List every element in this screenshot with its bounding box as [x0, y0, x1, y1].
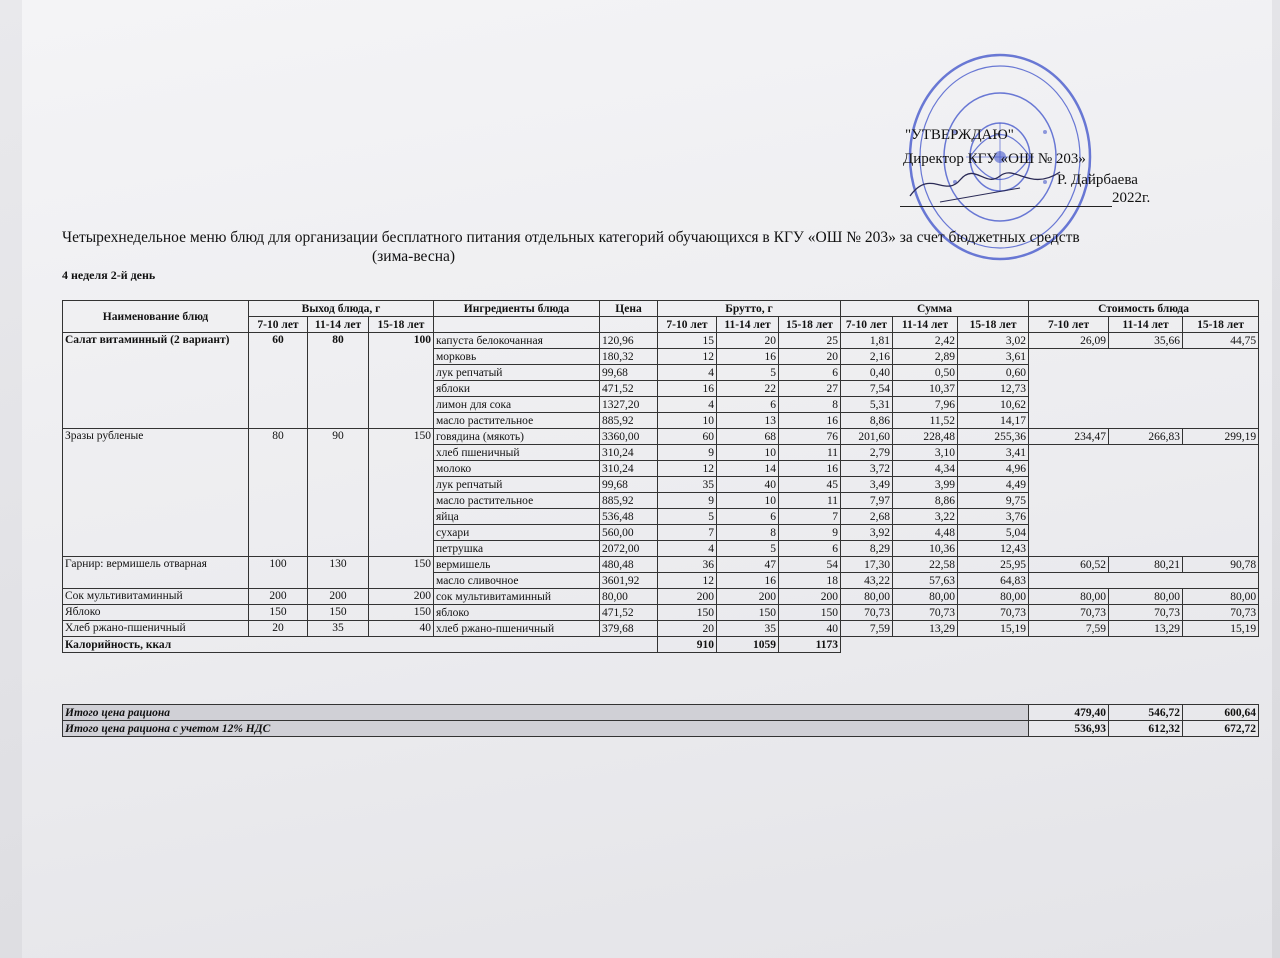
ingredient-gross: 200 [717, 589, 779, 605]
ingredient-gross: 12 [658, 349, 717, 365]
ingredient-gross: 150 [779, 605, 841, 621]
table-row [63, 589, 1259, 605]
ingredient-gross: 4 [658, 541, 717, 557]
ingredient-sum: 3,76 [958, 509, 1029, 525]
ingredient-gross: 200 [779, 589, 841, 605]
ingredient-sum: 2,68 [841, 509, 893, 525]
totals-row [63, 721, 1259, 737]
dish-cost: 80,00 [1029, 589, 1109, 605]
header-cost-age: 7-10 лет [1029, 317, 1109, 333]
dish-name: Зразы рубленые [63, 429, 249, 557]
dish-cost: 80,00 [1109, 589, 1183, 605]
ingredient-name: петрушка [434, 541, 600, 557]
ingredient-sum: 70,73 [893, 605, 958, 621]
dish-yield: 150 [369, 429, 434, 557]
header-cost-age: 15-18 лет [1183, 317, 1259, 333]
handwritten-signature [900, 158, 1080, 208]
ingredient-sum: 5,04 [958, 525, 1029, 541]
ingredient-price: 3601,92 [600, 573, 658, 589]
table-row [63, 333, 1259, 349]
ingredient-name: лук репчатый [434, 365, 600, 381]
ingredient-price: 1327,20 [600, 397, 658, 413]
dish-name: Хлеб ржано-пшеничный [63, 621, 249, 637]
dish-yield: 100 [249, 557, 308, 589]
ingredient-gross: 150 [717, 605, 779, 621]
ingredient-gross: 4 [658, 397, 717, 413]
ingredient-name: капуста белокочанная [434, 333, 600, 349]
dish-name: Салат витаминный (2 вариант) [63, 333, 249, 429]
totals-value: 672,72 [1183, 721, 1259, 737]
dish-cost: 60,52 [1029, 557, 1109, 573]
ingredient-price: 379,68 [600, 621, 658, 637]
header-sum: Сумма [841, 301, 1029, 317]
ingredient-sum: 7,97 [841, 493, 893, 509]
header-sum-age: 11-14 лет [893, 317, 958, 333]
ingredient-gross: 60 [658, 429, 717, 445]
ingredient-sum: 1,81 [841, 333, 893, 349]
dish-name: Гарнир: вермишель отварная [63, 557, 249, 589]
ingredient-gross: 6 [779, 541, 841, 557]
ingredient-gross: 7 [779, 509, 841, 525]
ingredient-name: масло растительное [434, 413, 600, 429]
dish-name: Яблоко [63, 605, 249, 621]
ingredient-gross: 5 [717, 541, 779, 557]
ingredient-gross: 8 [717, 525, 779, 541]
ingredient-name: сок мультивитаминный [434, 589, 600, 605]
ingredient-price: 3360,00 [600, 429, 658, 445]
ingredient-sum: 57,63 [893, 573, 958, 589]
ingredient-sum: 10,62 [958, 397, 1029, 413]
ingredient-price: 480,48 [600, 557, 658, 573]
ingredient-gross: 16 [717, 573, 779, 589]
header-gross-age: 7-10 лет [658, 317, 717, 333]
totals-label: Итого цена рациона [63, 705, 1029, 721]
ingredient-name: говядина (мякоть) [434, 429, 600, 445]
ingredient-price: 885,92 [600, 493, 658, 509]
ingredient-sum: 0,60 [958, 365, 1029, 381]
header-yield-age: 11-14 лет [308, 317, 369, 333]
table-row [63, 621, 1259, 637]
ingredient-gross: 11 [779, 445, 841, 461]
ingredient-sum: 3,41 [958, 445, 1029, 461]
ingredient-gross: 76 [779, 429, 841, 445]
dish-yield: 200 [369, 589, 434, 605]
header-dish: Наименование блюд [63, 301, 249, 333]
ingredient-gross: 16 [658, 381, 717, 397]
dish-cost-empty [1029, 573, 1259, 589]
ingredient-gross: 68 [717, 429, 779, 445]
ingredient-gross: 40 [779, 621, 841, 637]
ingredient-gross: 4 [658, 365, 717, 381]
dish-yield: 200 [308, 589, 369, 605]
ingredient-gross: 20 [717, 333, 779, 349]
header-cost-age: 11-14 лет [1109, 317, 1183, 333]
ingredient-gross: 11 [779, 493, 841, 509]
ingredient-price: 2072,00 [600, 541, 658, 557]
totals-value: 612,32 [1109, 721, 1183, 737]
ingredient-gross: 22 [717, 381, 779, 397]
ingredient-gross: 12 [658, 573, 717, 589]
ingredient-sum: 43,22 [841, 573, 893, 589]
ingredient-sum: 70,73 [841, 605, 893, 621]
calories-row [63, 637, 1259, 653]
ingredient-sum: 4,48 [893, 525, 958, 541]
ingredient-sum: 25,95 [958, 557, 1029, 573]
totals-table [62, 704, 1259, 737]
dish-cost: 7,59 [1029, 621, 1109, 637]
ingredient-sum: 8,29 [841, 541, 893, 557]
ingredient-gross: 16 [717, 349, 779, 365]
ingredient-sum: 4,96 [958, 461, 1029, 477]
ingredient-sum: 3,02 [958, 333, 1029, 349]
menu-table-body [63, 333, 1259, 653]
ingredient-name: молоко [434, 461, 600, 477]
ingredient-price: 80,00 [600, 589, 658, 605]
ingredient-gross: 25 [779, 333, 841, 349]
ingredient-sum: 11,52 [893, 413, 958, 429]
dish-cost: 80,21 [1109, 557, 1183, 573]
ingredient-sum: 12,73 [958, 381, 1029, 397]
header-cost: Стоимость блюда [1029, 301, 1259, 317]
ingredient-name: вермишель [434, 557, 600, 573]
dish-yield: 150 [249, 605, 308, 621]
table-row [63, 605, 1259, 621]
ingredient-name: масло сливочное [434, 573, 600, 589]
ingredient-gross: 27 [779, 381, 841, 397]
ingredient-gross: 54 [779, 557, 841, 573]
header-sum-age: 15-18 лет [958, 317, 1029, 333]
dish-yield: 130 [308, 557, 369, 589]
header-sum-age: 7-10 лет [841, 317, 893, 333]
calories-value: 1173 [779, 637, 841, 653]
ingredient-sum: 2,16 [841, 349, 893, 365]
ingredient-sum: 10,36 [893, 541, 958, 557]
week-day-label: 4 неделя 2-й день [62, 268, 156, 282]
ingredient-gross: 16 [779, 461, 841, 477]
dish-yield: 150 [369, 605, 434, 621]
dish-yield: 20 [249, 621, 308, 637]
approval-line-1: "УТВЕРЖДАЮ" [905, 127, 1014, 143]
ingredient-gross: 5 [717, 365, 779, 381]
ingredient-sum: 2,42 [893, 333, 958, 349]
dish-cost: 70,73 [1029, 605, 1109, 621]
dish-cost: 80,00 [1183, 589, 1259, 605]
ingredient-gross: 10 [658, 413, 717, 429]
calories-empty [841, 637, 1259, 653]
ingredient-gross: 16 [779, 413, 841, 429]
ingredient-gross: 9 [658, 493, 717, 509]
document-subtitle: (зима-весна) [372, 248, 456, 265]
ingredient-sum: 3,22 [893, 509, 958, 525]
ingredient-gross: 6 [717, 397, 779, 413]
ingredient-name: морковь [434, 349, 600, 365]
ingredient-sum: 4,49 [958, 477, 1029, 493]
ingredient-gross: 20 [779, 349, 841, 365]
dish-yield: 150 [308, 605, 369, 621]
dish-cost: 35,66 [1109, 333, 1183, 349]
ingredient-gross: 13 [717, 413, 779, 429]
ingredient-sum: 14,17 [958, 413, 1029, 429]
header-empty [434, 317, 600, 333]
ingredient-gross: 35 [717, 621, 779, 637]
ingredient-gross: 9 [779, 525, 841, 541]
ingredient-gross: 40 [717, 477, 779, 493]
dish-cost: 13,29 [1109, 621, 1183, 637]
ingredient-price: 120,96 [600, 333, 658, 349]
dish-yield: 100 [369, 333, 434, 429]
dish-cost: 266,83 [1109, 429, 1183, 445]
header-price: Цена [600, 301, 658, 317]
ingredient-name: лимон для сока [434, 397, 600, 413]
ingredient-gross: 5 [658, 509, 717, 525]
ingredient-sum: 13,29 [893, 621, 958, 637]
ingredient-name: яйца [434, 509, 600, 525]
header-yield-age: 15-18 лет [369, 317, 434, 333]
ingredient-sum: 2,89 [893, 349, 958, 365]
ingredient-sum: 12,43 [958, 541, 1029, 557]
table-row [63, 557, 1259, 573]
dish-yield: 150 [369, 557, 434, 589]
ingredient-sum: 7,96 [893, 397, 958, 413]
header-yield-age: 7-10 лет [249, 317, 308, 333]
ingredient-sum: 8,86 [841, 413, 893, 429]
ingredient-sum: 3,72 [841, 461, 893, 477]
ingredient-price: 310,24 [600, 461, 658, 477]
ingredient-sum: 80,00 [893, 589, 958, 605]
ingredient-sum: 201,60 [841, 429, 893, 445]
ingredient-gross: 10 [717, 445, 779, 461]
header-gross-age: 15-18 лет [779, 317, 841, 333]
ingredient-sum: 3,49 [841, 477, 893, 493]
ingredient-name: хлеб ржано-пшеничный [434, 621, 600, 637]
ingredient-sum: 3,92 [841, 525, 893, 541]
ingredient-gross: 15 [658, 333, 717, 349]
totals-value: 479,40 [1029, 705, 1109, 721]
totals-value: 546,72 [1109, 705, 1183, 721]
ingredient-gross: 6 [717, 509, 779, 525]
approval-line-3: Р. Дайрбаева [1057, 172, 1138, 188]
ingredient-sum: 2,79 [841, 445, 893, 461]
ingredient-sum: 5,31 [841, 397, 893, 413]
ingredient-gross: 6 [779, 365, 841, 381]
dish-yield: 200 [249, 589, 308, 605]
ingredient-gross: 200 [658, 589, 717, 605]
ingredient-sum: 8,86 [893, 493, 958, 509]
totals-value: 600,64 [1183, 705, 1259, 721]
dish-yield: 80 [308, 333, 369, 429]
dish-cost: 44,75 [1183, 333, 1259, 349]
approval-line-2: Директор КГУ «ОШ № 203» [903, 151, 1086, 167]
ingredient-gross: 35 [658, 477, 717, 493]
ingredient-name: яблоки [434, 381, 600, 397]
dish-cost-empty [1029, 445, 1259, 557]
ingredient-sum: 3,99 [893, 477, 958, 493]
ingredient-name: яблоко [434, 605, 600, 621]
calories-value: 1059 [717, 637, 779, 653]
ingredient-price: 471,52 [600, 605, 658, 621]
header-empty [600, 317, 658, 333]
ingredient-price: 99,68 [600, 477, 658, 493]
dish-cost: 15,19 [1183, 621, 1259, 637]
ingredient-sum: 4,34 [893, 461, 958, 477]
ingredient-sum: 7,59 [841, 621, 893, 637]
ingredient-price: 471,52 [600, 381, 658, 397]
approval-year: 2022г. [1112, 190, 1151, 206]
ingredient-price: 310,24 [600, 445, 658, 461]
dish-name: Сок мультивитаминный [63, 589, 249, 605]
ingredient-sum: 3,10 [893, 445, 958, 461]
dish-yield: 80 [249, 429, 308, 557]
ingredient-sum: 3,61 [958, 349, 1029, 365]
ingredient-gross: 47 [717, 557, 779, 573]
header-gross-age: 11-14 лет [717, 317, 779, 333]
ingredient-sum: 10,37 [893, 381, 958, 397]
ingredient-sum: 228,48 [893, 429, 958, 445]
dish-cost: 26,09 [1029, 333, 1109, 349]
ingredient-gross: 36 [658, 557, 717, 573]
dish-cost: 234,47 [1029, 429, 1109, 445]
dish-yield: 40 [369, 621, 434, 637]
header-ingredients: Ингредиенты блюда [434, 301, 600, 317]
ingredient-gross: 45 [779, 477, 841, 493]
ingredient-gross: 150 [658, 605, 717, 621]
ingredient-gross: 20 [658, 621, 717, 637]
ingredient-sum: 70,73 [958, 605, 1029, 621]
ingredient-price: 885,92 [600, 413, 658, 429]
totals-row [63, 705, 1259, 721]
menu-table [62, 300, 1259, 653]
dish-yield: 60 [249, 333, 308, 429]
ingredient-sum: 0,40 [841, 365, 893, 381]
ingredient-sum: 22,58 [893, 557, 958, 573]
ingredient-gross: 9 [658, 445, 717, 461]
ingredient-sum: 9,75 [958, 493, 1029, 509]
ingredient-gross: 8 [779, 397, 841, 413]
dish-cost: 70,73 [1183, 605, 1259, 621]
calories-value: 910 [658, 637, 717, 653]
ingredient-gross: 12 [658, 461, 717, 477]
ingredient-sum: 7,54 [841, 381, 893, 397]
ingredient-name: лук репчатый [434, 477, 600, 493]
totals-value: 536,93 [1029, 721, 1109, 737]
dish-yield: 90 [308, 429, 369, 557]
header-yield: Выход блюда, г [249, 301, 434, 317]
ingredient-gross: 7 [658, 525, 717, 541]
dish-cost: 70,73 [1109, 605, 1183, 621]
table-row [63, 429, 1259, 445]
totals-label: Итого цена рациона с учетом 12% НДС [63, 721, 1029, 737]
ingredient-sum: 80,00 [841, 589, 893, 605]
ingredient-price: 536,48 [600, 509, 658, 525]
ingredient-price: 560,00 [600, 525, 658, 541]
dish-cost: 90,78 [1183, 557, 1259, 573]
ingredient-sum: 17,30 [841, 557, 893, 573]
document-title: Четырехнедельное меню блюд для организации бесплатного питания отдельных категорий обучающихся в КГУ «ОШ № 203» за счет бюджетных средств [62, 229, 1080, 246]
ingredient-gross: 10 [717, 493, 779, 509]
ingredient-sum: 0,50 [893, 365, 958, 381]
ingredient-sum: 64,83 [958, 573, 1029, 589]
dish-cost: 299,19 [1183, 429, 1259, 445]
ingredient-name: сухари [434, 525, 600, 541]
ingredient-price: 99,68 [600, 365, 658, 381]
dish-yield: 35 [308, 621, 369, 637]
ingredient-sum: 15,19 [958, 621, 1029, 637]
header-gross: Брутто, г [658, 301, 841, 317]
ingredient-sum: 255,36 [958, 429, 1029, 445]
ingredient-name: масло растительное [434, 493, 600, 509]
ingredient-gross: 18 [779, 573, 841, 589]
ingredient-name: хлеб пшеничный [434, 445, 600, 461]
ingredient-price: 180,32 [600, 349, 658, 365]
ingredient-sum: 80,00 [958, 589, 1029, 605]
ingredient-gross: 14 [717, 461, 779, 477]
calories-label: Калорийность, ккал [63, 637, 658, 653]
dish-cost-empty [1029, 349, 1259, 429]
